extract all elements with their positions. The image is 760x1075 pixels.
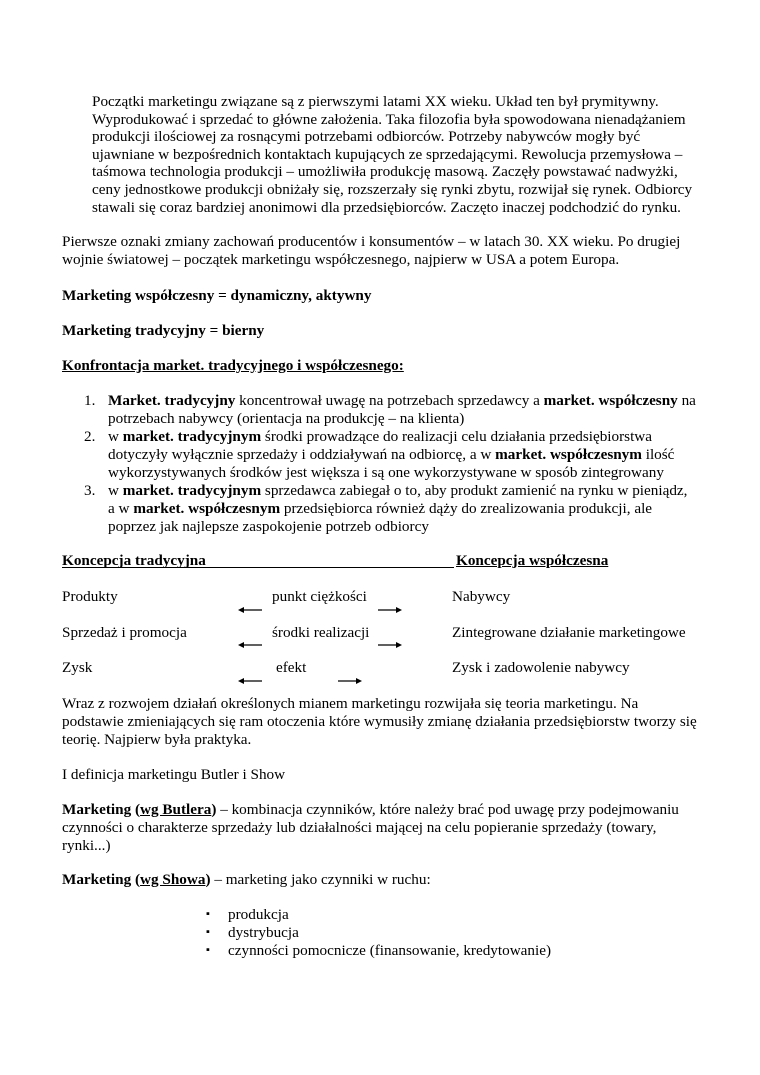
list-text: przedsiębiorca również dąży do zrealizowania produkcji, ale (280, 500, 653, 517)
intro-line: ujawniane w bezpośrednich kontaktach kupujących ze sprzedającymi. Rewolucja przemysłowa – (92, 145, 683, 163)
definition-intro: I definicja marketingu Butler i Show (62, 766, 286, 783)
bullet-item: dystrybucja (228, 924, 299, 941)
heading-modern: Marketing współczesny = dynamiczny, aktywny (62, 287, 372, 304)
bold-term: Market. tradycyjny (108, 392, 236, 409)
left-arrow-icon (238, 606, 262, 614)
intro-line: ceny jednostkowe produkcji obniżały się, rozszerzały się rynki zbytu, rozwijał się rynek. Odbiorcy (92, 180, 693, 198)
butler-text: – kombinacja czynników, które należy brać pod uwagę przy podejmowaniu (216, 801, 679, 818)
para3-line: teorię. Najpierw była praktyka. (62, 731, 252, 748)
square-bullet-icon: ▪ (206, 944, 210, 956)
list-number: 2. (84, 428, 96, 445)
left-arrow-icon (238, 677, 262, 685)
intro-line: produkcji ilościowej za rosnącymi potrzebami odbiorców. Potrzeby nabywców mogły być (92, 128, 641, 146)
marketing-term: Marketing ( (62, 871, 141, 888)
list-item-3-line-1 (108, 482, 687, 500)
list-text: środki prowadzące do realizacji celu działania przedsiębiorstwa (261, 428, 653, 445)
concept-row-left: Sprzedaż i promocja (62, 624, 187, 641)
concept-row-right: Zysk i zadowolenie nabywcy (452, 659, 630, 676)
bold-term: market. współczesnym (133, 500, 281, 517)
list-item-1-line-1 (108, 392, 696, 410)
bold-term: market. współczesny (543, 392, 678, 409)
list-item-3-line-2 (108, 500, 652, 518)
para3-line: podstawie zmieniających się ram otoczenia które wymusiły zmianę działania przedsiębiorstw tworzy się (62, 713, 697, 730)
square-bullet-icon: ▪ (206, 926, 210, 938)
concept-row-mid: efekt (276, 659, 307, 676)
list-text: dotyczyły wyłącznie sprzedaży i oddziaływań na odbiorcę, a w (108, 446, 496, 463)
list-text: sprzedawca zabiegał o to, aby produkt zamienić na rynku w pieniądz, (261, 482, 688, 499)
list-text: w (108, 482, 123, 499)
list-item-2-line-2 (108, 446, 674, 464)
concept-row-right: Zintegrowane działanie marketingowe (452, 624, 686, 641)
list-item-2-line-3: wykorzystywanych środków jest większa i są one wykorzystywane w sposób zintegrowany (108, 464, 664, 481)
intro-line: Początki marketingu związane są z pierwszymi latami XX wieku. Układ ten był prymitywny. (92, 93, 659, 110)
heading-confrontation: Konfrontacja market. tradycyjnego i współczesnego: (62, 357, 404, 374)
shaw-text: – marketing jako czynniki w ruchu: (210, 871, 431, 888)
intro-line: taśmowa technologia produkcji – umożliwiła produkcję masową. Zaczęły powstawać nadwyżki, (92, 163, 678, 181)
intro-line: Wyprodukować i sprzedać to główne założenia. Taka filozofia była spowodowana nienadążaniem (92, 110, 686, 128)
concept-row-mid: punkt ciężkości (272, 588, 367, 605)
list-number: 1. (84, 392, 96, 409)
concept-row-left: Zysk (62, 659, 93, 676)
bracket: ) (205, 871, 211, 888)
bold-term: market. tradycyjnym (122, 482, 262, 499)
bullet-item: produkcja (228, 906, 289, 923)
right-arrow-icon (378, 641, 402, 649)
list-item-1-line-2: potrzebach nabywcy (orientacja na produkcję – na klienta) (108, 410, 465, 427)
butler-line-3: rynki...) (62, 837, 111, 854)
marketing-term: Marketing ( (62, 801, 141, 818)
list-number: 3. (84, 482, 96, 499)
shaw-line-1 (62, 871, 431, 889)
para2-line: wojnie światowej – początek marketingu współczesnego, najpierw w USA a potem Europa. (62, 251, 620, 268)
bracket: ) (211, 801, 217, 818)
concept-row-left: Produkty (62, 588, 118, 605)
list-text: koncentrował uwagę na potrzebach sprzedawcy a (235, 392, 544, 409)
list-text: na (677, 392, 696, 409)
right-arrow-icon (338, 677, 362, 685)
list-text: ilość (641, 446, 675, 463)
bullet-item: czynności pomocnicze (finansowanie, kredytowanie) (228, 942, 552, 959)
left-arrow-icon (238, 641, 262, 649)
right-arrow-icon (378, 606, 402, 614)
list-text: a w (108, 500, 134, 517)
concept-right-header: Koncepcja współczesna (456, 552, 609, 569)
butler-line-2: czynności o charakterze sprzedaży lub działalności mającej na celu popieranie sprzedaży (towary, (62, 819, 657, 836)
heading-traditional: Marketing tradycyjny = bierny (62, 322, 265, 339)
para3-line: Wraz z rozwojem działań określonych mianem marketingu rozwijała się teoria marketingu. Na (62, 695, 639, 712)
para2-line: Pierwsze oznaki zmiany zachowań producentów i konsumentów – w latach 30. XX wieku. Po drugiej (62, 233, 681, 250)
bold-term: market. tradycyjnym (122, 428, 262, 445)
butler-author: wg Butlera (140, 801, 212, 818)
list-text: w (108, 428, 123, 445)
square-bullet-icon: ▪ (206, 908, 210, 920)
concept-row-right: Nabywcy (452, 588, 511, 605)
shaw-author: wg Showa (140, 871, 206, 888)
concept-row-mid: środki realizacji (272, 624, 370, 641)
intro-line: stawali się coraz bardziej anonimowi dla przedsiębiorców. Zaczęto inaczej podchodzić do rynku. (92, 198, 681, 216)
concept-underline (62, 567, 454, 568)
list-item-2-line-1 (108, 428, 652, 446)
intro-paragraph (92, 93, 702, 216)
bold-term: market. współczesnym (495, 446, 642, 463)
concept-left-header: Koncepcja tradycyjna (62, 552, 206, 569)
butler-line-1 (62, 801, 679, 819)
list-item-3-line-3: poprzez jak najlepsze zaspokojenie potrzeb odbiorcy (108, 518, 429, 535)
